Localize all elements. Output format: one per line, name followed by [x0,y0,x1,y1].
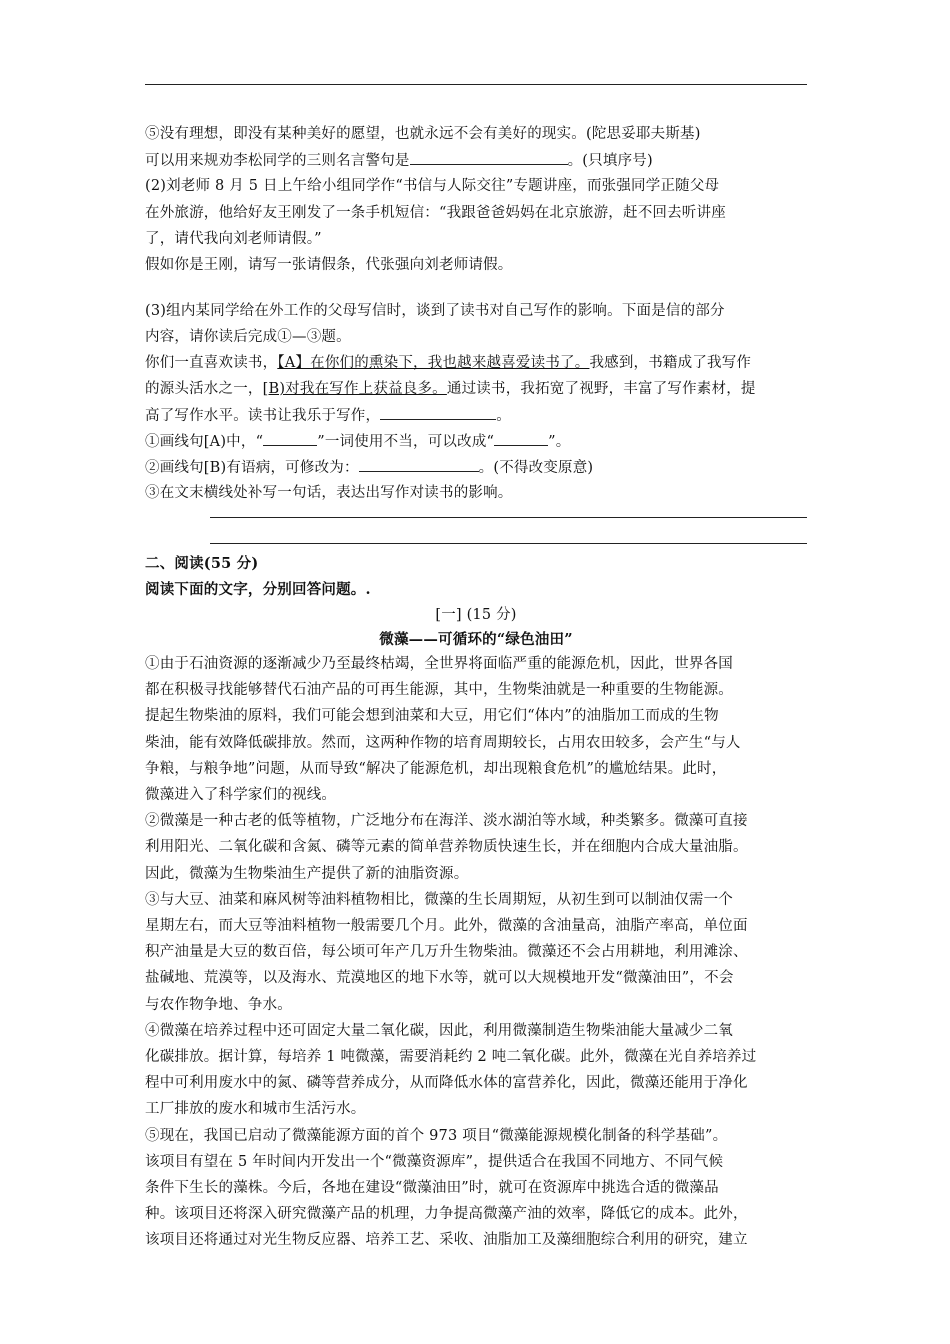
letter-line-2 [145,379,807,399]
letter-text: 高了写作水平。读书让我乐于写作， [145,408,381,424]
part-1-label: [一] (15 分) [435,607,517,623]
question-2-line: 在外旅游，他给好友王刚发了一条手机短信：“我跟爸爸妈妈在北京旅游，赶不回去听讲座 [145,205,726,221]
article-line: 条件下生长的藻株。今后，各地在建设“微藻油田”时，就可在资源库中挑选合适的微藻品 [145,1180,719,1196]
article-line: 该项目有望在 5 年时间内开发出一个“微藻资源库”，提供适合在我国不同地方、不同气候 [145,1153,724,1170]
letter-text: 你们一直喜欢读书， [145,355,278,371]
section-2-instruction: 阅读下面的文字，分别回答问题。. [145,581,371,598]
article-line: ⑤现在，我国已启动了微藻能源方面的首个 973 项目“微藻能源规模化制备的科学基础”。 [145,1127,728,1144]
article-line: 该项目还将通过对光生物反应器、培养工艺、采收、油脂加工及藻细胞综合利用的研究，建立 [145,1232,748,1249]
sub-question-1-text: ”。 [548,434,571,450]
question-3-intro: (3)组内某同学给在外工作的父母写信时，谈到了读书对自己写作的影响。下面是信的部分 [145,303,725,319]
answer-blank-sub1-a[interactable] [263,431,317,446]
question-2-line: (2)刘老师 8 月 5 日上午给小组同学作“书信与人际交往”专题讲座，而张强同学正随父母 [145,178,720,194]
answer-blank-sub2[interactable] [359,457,479,472]
article-line: 争粮，与粮争地”问题，从而导致“解决了能源危机，却出现粮食危机”的尴尬结果。此时， [145,760,727,777]
letter-line-3 [145,405,807,426]
article-line: 工厂排放的废水和城市生活污水。 [145,1101,366,1118]
article-line: 都在积极寻找能够替代石油产品的可再生能源，其中，生物柴油就是一种重要的生物能源。 [145,682,733,699]
underlined-sentence-b: [B)对我在写作上获益良多。 [262,381,447,397]
article-line: 利用阳光、二氧化碳和含氮、磷等元素的简单营养物质快速生长，并在细胞内合成大量油脂。 [145,839,748,856]
sub-question-2-text: 。(不得改变原意) [478,460,594,476]
header-rule [145,84,807,85]
question-3-intro: 内容，请你读后完成①—③题。 [145,329,351,345]
letter-text: 。 [496,408,511,424]
sub-question-1-text: ”一词使用不当，可以改成“ [317,434,495,450]
article-line: 积产油量是大豆的数百倍，每公顷可年产几万升生物柴油。微藻还不会占用耕地，利用滩涂、 [145,944,748,961]
article-line: 与农作物争地、争水。 [145,996,292,1013]
sub-question-2-text: ②画线句[B)有语病，可修改为： [145,460,359,476]
letter-text: 的源头活水之一， [145,381,263,397]
question-1-prompt [145,150,807,171]
article-line: 盐碱地、荒漠等，以及海水、荒漠地区的地下水等，就可以大规模地开发“微藻油田”，不会 [145,970,734,987]
section-2-title: 二、阅读(55 分) [145,555,259,572]
article-line: 微藻进入了科学家们的视线。 [145,787,337,803]
question-2-line: 了，请代我向刘老师请假。” [145,231,322,247]
article-title: 微藻——可循环的“绿色油田” [379,631,573,648]
article-line: ④微藻在培养过程中还可固定大量二氧化碳，因此，利用微藻制造生物柴油能大量减少二氧 [145,1022,733,1039]
answer-blank-letter[interactable] [380,405,496,420]
article-line: 星期左右，而大豆等油料植物一般需要几个月。此外，微藻的含油量高，油脂产率高，单位面 [145,918,748,934]
sub-question-2 [145,457,807,478]
letter-text: 通过读书，我拓宽了视野，丰富了写作素材，提 [446,381,756,397]
article-line: 种。该项目还将深入研究微藻产品的机理，力争提高微藻产油的效率，降低它的成本。此外， [145,1206,748,1223]
article-line: 因此，微藻为生物柴油生产提供了新的油脂资源。 [145,865,469,882]
article-line: ②微藻是一种古老的低等植物，广泛地分布在海洋、淡水湖泊等水域，种类繁多。微藻可直接 [145,813,748,830]
answer-blank-1[interactable] [410,150,568,165]
question-1-prefix: 可以用来规劝李松同学的三则名言警句是 [145,153,410,169]
letter-line-1 [145,353,807,373]
quote-5: ⑤没有理想，即没有某种美好的愿望，也就永远不会有美好的现实。(陀思妥耶夫斯基) [145,126,701,142]
article-line: ③与大豆、油菜和麻风树等油料植物相比，微藻的生长周期短，从初生到可以制油仅需一个 [145,891,733,908]
question-1-suffix: 。(只填序号) [567,153,653,169]
letter-text: 我感到，书籍成了我写作 [589,355,752,371]
answer-line[interactable] [210,517,807,518]
article-line: ①由于石油资源的逐渐减少乃至最终枯竭，全世界将面临严重的能源危机，因此，世界各国 [145,656,733,672]
article-line: 柴油，能有效降低碳排放。然而，这两种作物的培育周期较长，占用农田较多，会产生“与人 [145,734,741,751]
sub-question-1 [145,431,807,452]
question-2-line: 假如你是王刚，请写一张请假条，代张强向刘老师请假。 [145,257,513,273]
answer-line[interactable] [210,543,807,544]
underlined-sentence-a: 【A】在你们的熏染下，我也越来越喜爱读书了。 [277,355,590,371]
answer-blank-sub1-b[interactable] [494,431,548,446]
article-line: 程中可利用废水中的氮、磷等营养成分，从而降低水体的富营养化，因此，微藻还能用于净化 [145,1075,748,1092]
sub-question-1-text: ①画线句[A)中，“ [145,434,264,450]
article-line: 提起生物柴油的原料，我们可能会想到油菜和大豆，用它们“体内”的油脂加工而成的生物 [145,708,719,725]
sub-question-3: ③在文末横线处补写一句话，表达出写作对读书的影响。 [145,485,513,501]
article-line: 化碳排放。据计算，每培养 1 吨微藻，需要消耗约 2 吨二氧化碳。此外，微藻在光自养培养过 [145,1049,757,1065]
